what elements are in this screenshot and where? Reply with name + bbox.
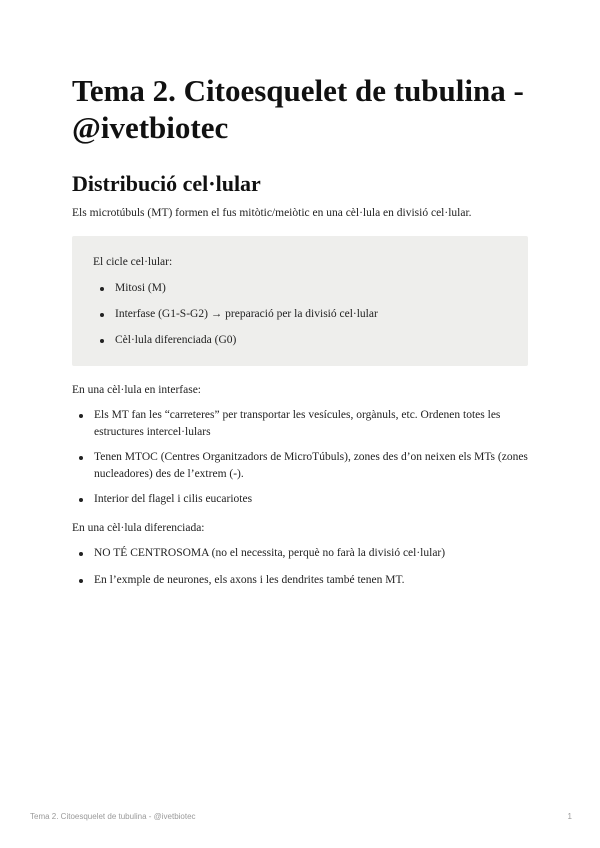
list-item-text: En l’exmple de neurones, els axons i les dendrites també tenen MT. [94, 574, 405, 586]
bullet-icon [100, 287, 104, 291]
list-item [72, 572, 532, 589]
callout-box [72, 236, 528, 366]
page-number: 1 [567, 812, 572, 821]
section-heading: Distribució cel·lular [72, 171, 261, 196]
list-item-text: Interfase (G1-S-G2) → preparació per la divisió cel·lular [115, 308, 378, 320]
bullet-icon [79, 552, 83, 556]
callout-list [93, 280, 513, 358]
bullet-icon [100, 339, 104, 343]
list-item-text: Tenen MTOC (Centres Organitzadors de MicroTúbuls), zones des d’on neixen els MTs (zones nucleadores) des de l’extrem (-). [94, 451, 528, 480]
list-item [72, 491, 532, 508]
interfase-list [72, 407, 532, 516]
list-item [93, 332, 513, 349]
interfase-intro: En una cèl·lula en interfase: [72, 384, 201, 396]
diferenciada-list [72, 545, 532, 599]
list-item-text: NO TÉ CENTROSOMA (no el necessita, perquè no farà la divisió cel·lular) [94, 547, 446, 559]
bullet-icon [79, 498, 83, 502]
list-item-text: Els MT fan les “carreteres” per transportar les vesícules, orgànuls, etc. Ordenen totes les estructures intercel·lulars [94, 409, 501, 438]
footer-title: Tema 2. Citoesquelet de tubulina - @ivetbiotec [30, 812, 196, 821]
bullet-icon [100, 313, 104, 317]
list-item-text: Interior del flagel i cilis eucariotes [94, 493, 253, 505]
list-item [93, 306, 513, 323]
bullet-icon [79, 579, 83, 583]
bullet-icon [79, 414, 83, 418]
callout-label: El cicle cel·lular: [93, 256, 173, 268]
list-item-text: Mitosi (M) [115, 282, 166, 294]
list-item [93, 280, 513, 297]
bullet-icon [79, 456, 83, 460]
diferenciada-intro: En una cèl·lula diferenciada: [72, 522, 205, 534]
list-item [72, 449, 532, 483]
list-item [72, 407, 532, 441]
document-title: Tema 2. Citoesquelet de tubulina - @ivetbiotec [72, 73, 524, 145]
intro-paragraph: Els microtúbuls (MT) formen el fus mitòtic/meiòtic en una cèl·lula en divisió cel·lular. [72, 207, 472, 219]
list-item [72, 545, 532, 562]
list-item-text: Cèl·lula diferenciada (G0) [115, 334, 237, 346]
